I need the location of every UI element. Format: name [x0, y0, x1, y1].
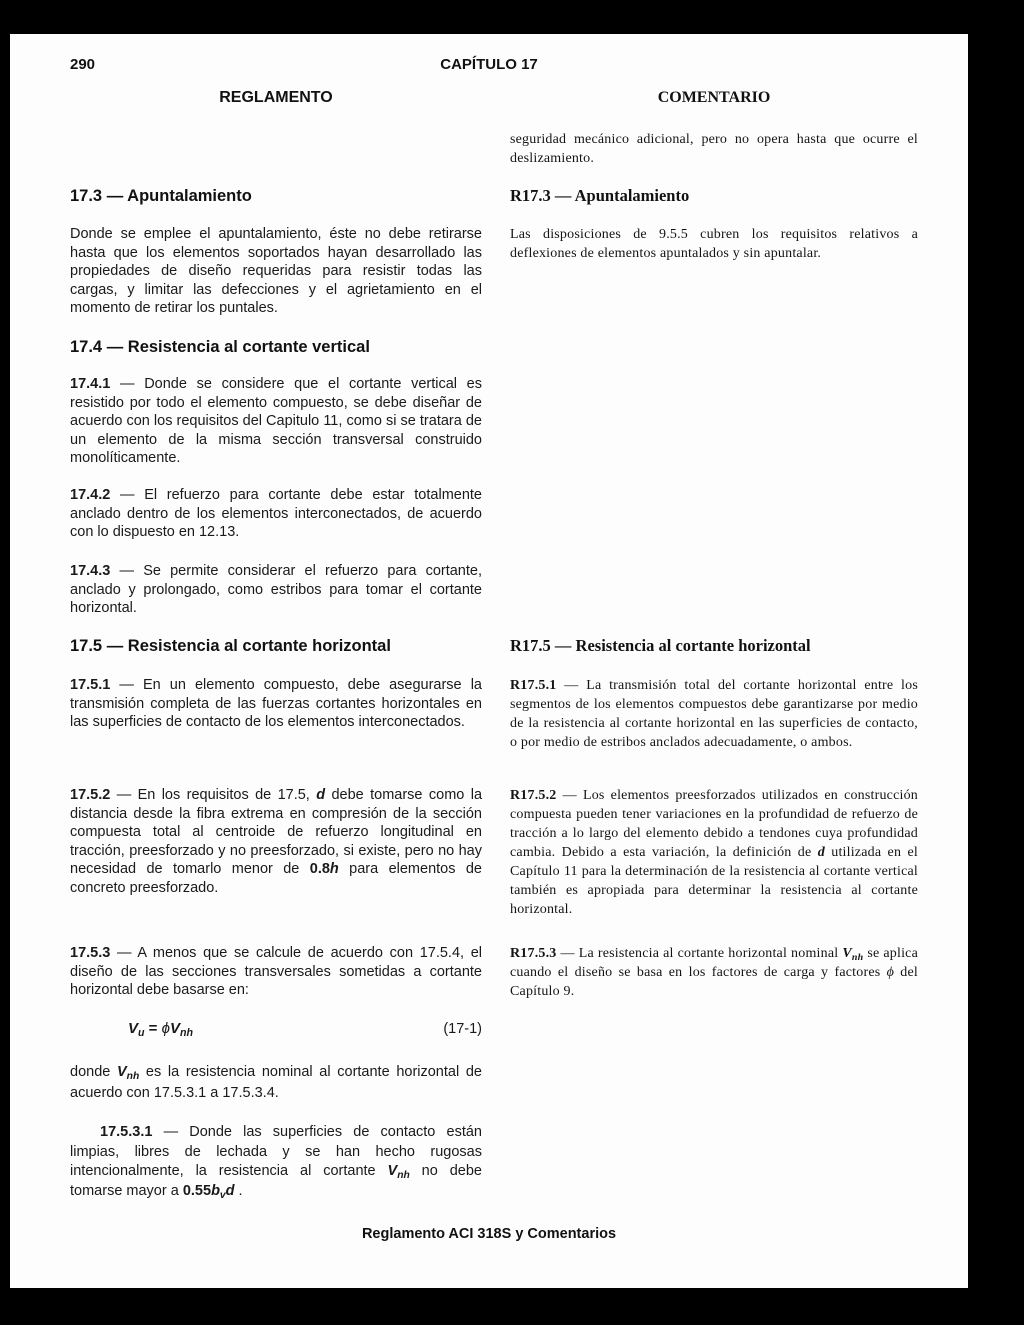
section-r17-3-heading: R17.3 — Apuntalamiento: [510, 186, 690, 205]
chapter-title: CAPÍTULO 17: [440, 56, 538, 73]
section-17-3-body: Donde se emplee el apuntalamiento, éste no debe retirarse hasta que los elementos soportados hayan desarrollado las propiedades de diseño requeridas para resistir todas las cargas, y limitar las defecciones y el agrietamiento en el momento de retirar los puntales.: [70, 226, 482, 317]
section-17-4-2-paragraph: 17.4.2 — El refuerzo para cortante debe estar totalmente anclado dentro de los elementos interconectados, de acuerdo con lo dispuesto en 12.13.: [70, 487, 482, 541]
section-r17-5-2-paragraph: R17.5.2 — Los elementos preesforzados utilizados en construcción compuesta pueden tener variaciones en la profundidad de refuerzo de tracción a lo largo del elemento debido a tendones cuya profundidad cambia. Debido a esta variación, la definición de d utilizada en el Capítulo 11 para la determinación de la resistencia al cortante vertical también es apropiada para determinar la resistencia al cortante horizontal.: [510, 788, 918, 917]
section-17-3-heading: 17.3 — Apuntalamiento: [70, 187, 252, 205]
commentary-intro-paragraph: seguridad mecánico adicional, pero no opera hasta que ocurre el deslizamiento.: [510, 132, 918, 166]
page-number: 290: [70, 56, 96, 73]
section-17-5-3-paragraph: 17.5.3 — A menos que se calcule de acuerdo con 17.5.4, el diseño de las secciones transversales sometidas a cortante horizontal debe basarse en:: [70, 945, 482, 999]
equation-17-1-expression: $V_u = \phi V_{nh}$: [128, 1020, 193, 1039]
section-r17-3-body: Las disposiciones de 9.5.5 cubren los requisitos relativos a deflexiones de elementos apuntalados y sin apuntalar.: [510, 227, 918, 261]
section-17-5-3-1-paragraph: 17.5.3.1 — Donde las superficies de contacto están limpias, libres de lechada y se han hecho rugosas intencionalmente, la resistencia al cortante $V_{nh}$ no debe tomarse mayor a $0.55b_vd$ .: [70, 1124, 482, 1201]
commentary-column-header: COMENTARIO: [657, 89, 771, 106]
document-page: [10, 34, 968, 1288]
section-17-5-1-paragraph: 17.5.1 — En un elemento compuesto, debe asegurarse la transmisión completa de las fuerzas cortantes horizontales en las superficies de contacto de los elementos interconectados.: [70, 677, 482, 731]
section-r17-5-3-paragraph: R17.5.3 — La resistencia al cortante horizontal nominal $V_{nh}$ se aplica cuando el diseño se basa en los factores de carga y factores ϕ del Capítulo 9.: [510, 946, 918, 999]
section-r17-5-1-paragraph: R17.5.1 — La transmisión total del cortante horizontal entre los segmentos de los elementos compuestos debe garantizarse por medio de la resistencia al cortante horizontal en las superficies de contacto, o por medio de estribos anclados adecuadamente, o ambos.: [510, 678, 918, 750]
section-17-5-3-continuation: donde $V_{nh}$ es la resistencia nominal al cortante horizontal de acuerdo con 17.5.3.1 a 17.5.3.4.: [70, 1064, 482, 1101]
regulation-column-header: REGLAMENTO: [219, 89, 333, 106]
section-r17-5-heading: R17.5 — Resistencia al cortante horizontal: [510, 636, 811, 655]
section-17-4-3-paragraph: 17.4.3 — Se permite considerar el refuerzo para cortante, anclado y prolongado, como estribos para tomar el cortante horizontal.: [70, 563, 482, 617]
equation-17-1-number: (17-1): [443, 1021, 482, 1037]
section-17-5-heading: 17.5 — Resistencia al cortante horizontal: [70, 637, 391, 655]
equation-17-1: [70, 1020, 482, 1039]
section-17-4-heading: 17.4 — Resistencia al cortante vertical: [70, 338, 370, 356]
page-footer: Reglamento ACI 318S y Comentarios: [361, 1226, 617, 1242]
section-17-4-1-paragraph: 17.4.1 — Donde se considere que el cortante vertical es resistido por todo el elemento compuesto, se debe diseñar de acuerdo con los requisitos del Capitulo 11, como si se tratara de un elemento de la misma sección transversal construido monolíticamente.: [70, 376, 482, 467]
section-17-5-2-paragraph: 17.5.2 — En los requisitos de 17.5, d debe tomarse como la distancia desde la fibra extrema en compresión de la sección compuesta total al centroide de refuerzo longitudinal en tracción, preesforzado y no preesforzado, si existe, pero no hay necesidad de tomarlo menor de 0.8h para elementos de concreto preesforzado.: [70, 787, 483, 896]
